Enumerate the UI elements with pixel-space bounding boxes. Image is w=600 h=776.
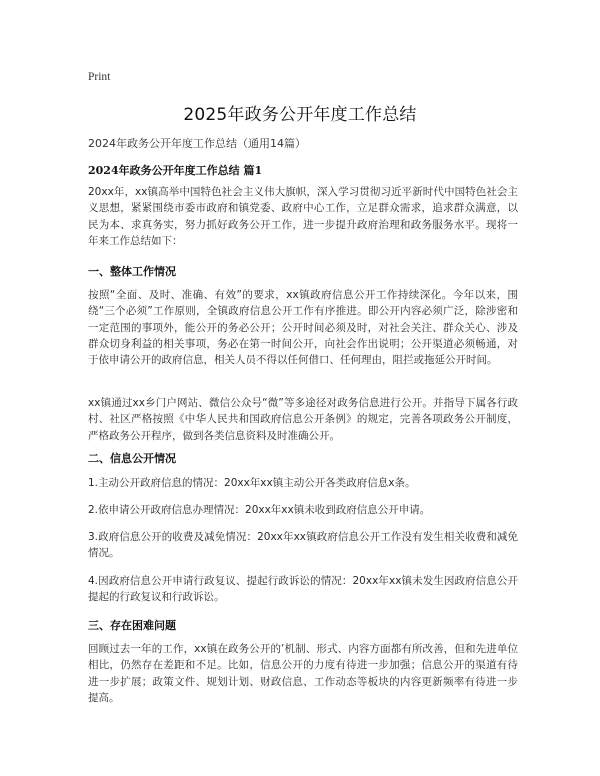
section3-paragraph-1: 回顾过去一年的工作，xx镇在政务公开的’机制、形式、内容方面都有所改善，但和先进单位相比，仍然存在差距和不足。比如，信息公开的力度有待进一步加强；信息公开的渠道有待进一步扩展；政策文件、规划计划、财政信息、工作动态等板块的内容更新频率有待进一步提高。 [88,643,518,704]
print-label[interactable]: Print [88,71,111,83]
section3-heading: 三、存在困难问题 [88,619,176,632]
intro-paragraph: 20xx年，xx镇高举中国特色社会主义伟大旗帜，深入学习贯彻习近平新时代中国特色社会主义思想，紧紧围绕市委市政府和镇党委、政府中心工作，立足群众需求，追求群众满意，以民为本、求真务实，努力抓好政务公开工作，进一步提升政府治理和政务服务水平。现将一年来工作总结如下： [88,186,518,247]
document-title: 2025年政务公开年度工作总结 [183,105,417,125]
section1-heading: 一、整体工作情况 [88,265,176,278]
article-heading: 2024年政务公开年度工作总结 篇1 [88,164,263,177]
section2-item-4: 4.因政府信息公开申请行政复议、提起行政诉讼的情况：20xx年xx镇未发生因政府信息公开提起的行政复议和行政诉讼。 [88,575,518,604]
document-subtitle: 2024年政务公开年度工作总结（通用14篇） [88,137,306,150]
section2-item-1: 1.主动公开政府信息的情况：20xx年xx镇主动公开各类政府信息x条。 [88,477,416,489]
section1-paragraph-2: xx镇通过xx乡门户网站、微信公众号“微”等多途径对政务信息进行公开。并指导下属各行政村、社区严格按照《中华人民共和国政府信息公开条例》的规定，完善各项政务公开制度，严格政务公开程序，做到各类信息资料及时准确公开。 [88,397,518,442]
section2-item-2: 2.依申请公开政府信息办理情况：20xx年xx镇未收到政府信息公开申请。 [88,504,431,516]
section1-paragraph-1: 按照“全面、及时、准确、有效”的要求，xx镇政府信息公开工作持续深化。今年以来，围绕“三个必须”工作原则，全镇政府信息公开工作有序推进。即公开内容必须广泛，除涉密和一定范围的事项外，能公开的务必公开；公开时间必须及时，对社会关注、群众关心、涉及群众切身利益的相关事项，务必在第一时间公开，向社会作出说明；公开渠道必须畅通，对于依申请公开的政府信息，相关人员不得以任何借口、任何理由，阻拦或拖延公开时间。 [88,289,518,367]
section2-heading: 二、信息公开情况 [88,452,176,465]
section2-item-3: 3.政府信息公开的收费及减免情况：20xx年xx镇政府信息公开工作没有发生相关收费和减免情况。 [88,531,518,560]
